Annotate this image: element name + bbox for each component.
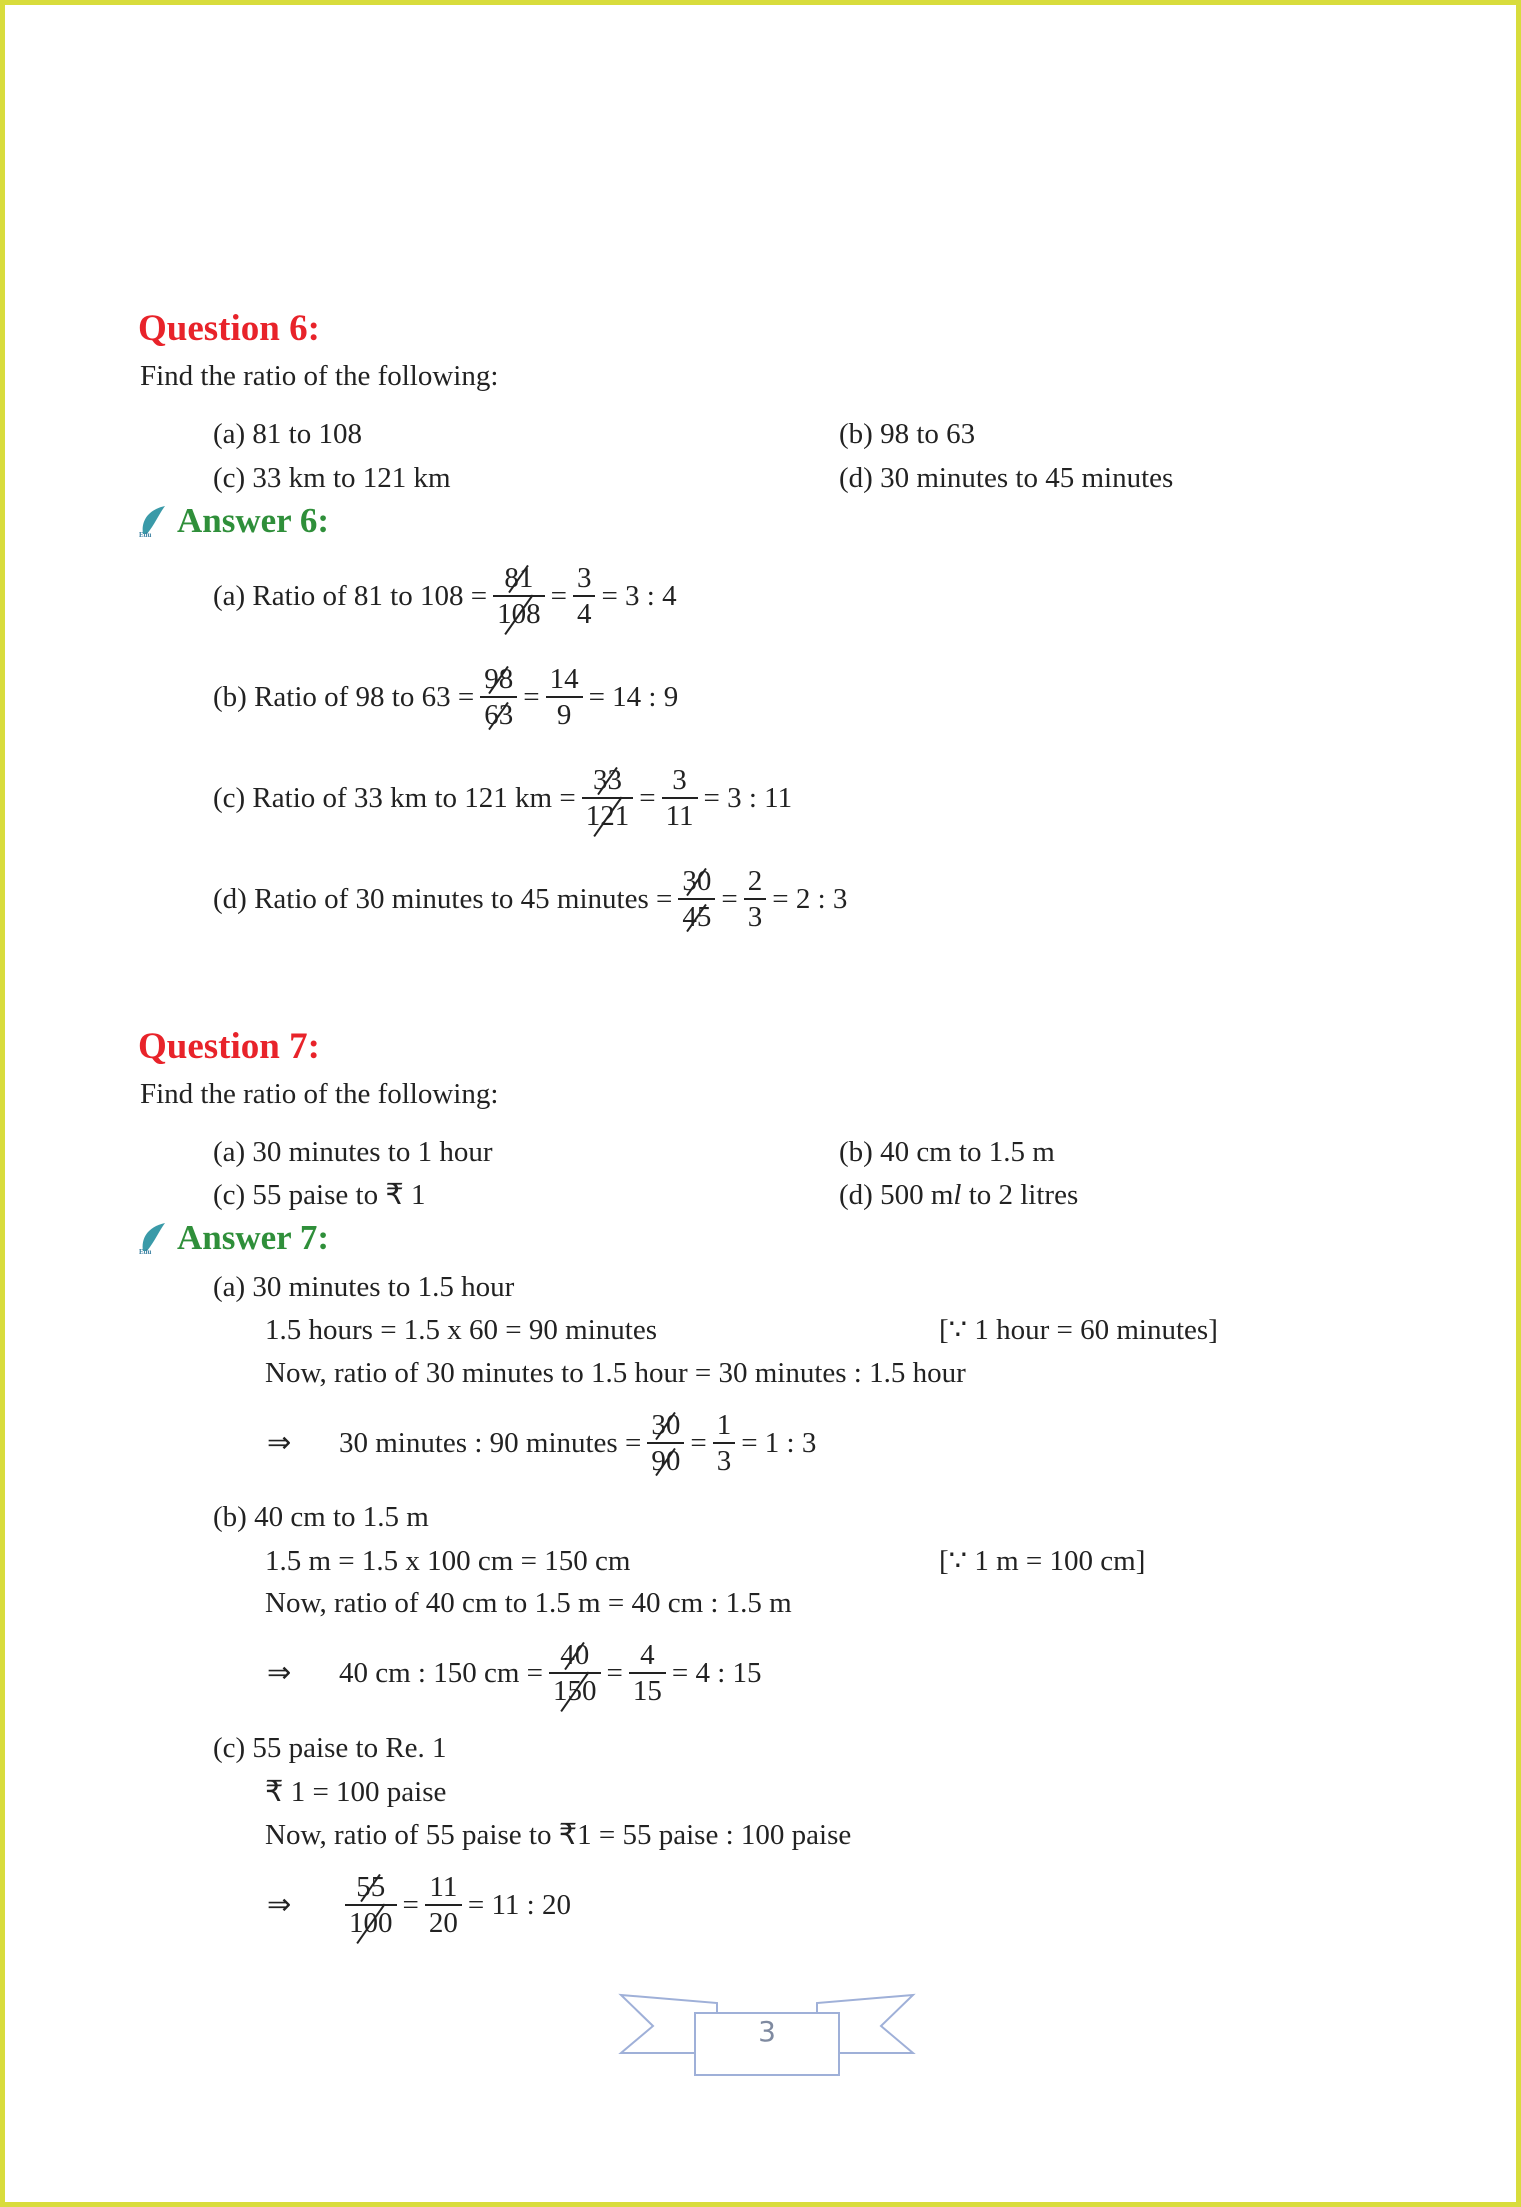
q7-part-b: (b) 40 cm to 1.5 m: [839, 1136, 1055, 1168]
numerator: 98: [480, 662, 517, 696]
fraction: [345, 1870, 397, 1940]
a6-d-result: = 2 : 3: [772, 883, 848, 915]
q7-part-a: (a) 30 minutes to 1 hour: [213, 1136, 493, 1168]
denominator: 20: [428, 1907, 458, 1939]
implies-arrow-icon: ⇒: [267, 1889, 292, 1921]
numerator: 3: [576, 562, 592, 594]
answer-6-label: Answer 6:: [177, 501, 329, 540]
numerator: 1: [716, 1409, 732, 1441]
answer-6-heading: [139, 501, 329, 541]
denominator: 15: [632, 1675, 662, 1707]
a7-a-title: (a) 30 minutes to 1.5 hour: [213, 1271, 515, 1303]
fraction: [493, 561, 545, 631]
fraction: [480, 662, 517, 732]
svg-text:Edu: Edu: [139, 531, 152, 538]
numerator: 55: [352, 1870, 389, 1904]
a6-line-d: (d) Ratio of 30 minutes to 45 minutes = $\frac{30}{45}$ = $\frac{2}{3}$ = 2 : 3: [213, 865, 848, 933]
a7-b-title: (b) 40 cm to 1.5 m: [213, 1501, 429, 1533]
numerator: 81: [500, 561, 537, 595]
numerator: 2: [747, 865, 763, 897]
a6-b-text: (b) Ratio of 98 to 63 =: [213, 681, 475, 713]
a7-c-final: ⇒ $\frac{55}{100}$ = $\frac{11}{20}$ = 11 : 20: [267, 1871, 571, 1939]
a7-a-prefix: 30 minutes : 90 minutes =: [339, 1427, 642, 1459]
svg-text:Edu: Edu: [139, 1248, 152, 1255]
q7-d-text: (d) 500 m: [839, 1179, 954, 1211]
denominator: 108: [493, 597, 545, 631]
a7-a-final: ⇒ 30 minutes : 90 minutes = $\frac{30}{90}$ = $\frac{1}{3}$ = 1 : 3: [267, 1409, 817, 1477]
a6-line-b: (b) Ratio of 98 to 63 = $\frac{98}{63}$ = $\frac{14}{9}$ = 14 : 9: [213, 663, 679, 731]
fraction: [546, 662, 583, 732]
fraction: [713, 1408, 736, 1478]
numerator: 4: [640, 1639, 655, 1671]
denominator: 150: [549, 1674, 601, 1708]
question-7-prompt: Find the ratio of the following:: [140, 1078, 499, 1110]
a6-c-text: (c) Ratio of 33 km to 121 km =: [213, 782, 576, 814]
a6-a-text: (a) Ratio of 81 to 108 =: [213, 580, 488, 612]
a6-a-result: = 3 : 4: [601, 580, 677, 612]
answer-7-heading: [139, 1218, 329, 1258]
a7-c-title: (c) 55 paise to Re. 1: [213, 1732, 447, 1764]
a7-b-prefix: 40 cm : 150 cm =: [339, 1657, 544, 1689]
q6-part-c: (c) 33 km to 121 km: [213, 462, 451, 494]
q6-part-b: (b) 98 to 63: [839, 418, 976, 450]
q7-part-d: [839, 1178, 1078, 1212]
page-number: 3: [758, 2015, 776, 2048]
a7-b-line2: Now, ratio of 40 cm to 1.5 m = 40 cm : 1.5 m: [265, 1587, 792, 1619]
a7-a-line2: Now, ratio of 30 minutes to 1.5 hour = 30 minutes : 1.5 hour: [265, 1357, 966, 1389]
q6-part-a: (a) 81 to 108: [213, 418, 362, 450]
numerator: 30: [678, 864, 715, 898]
a6-c-result: = 3 : 11: [703, 782, 793, 814]
denominator: 90: [647, 1444, 684, 1478]
leaf-logo-icon: [139, 504, 169, 538]
a6-b-result: = 14 : 9: [588, 681, 679, 713]
denominator: 121: [582, 799, 634, 833]
denominator: 45: [678, 900, 715, 934]
question-6-heading: Question 6:: [138, 308, 320, 349]
numerator: 40: [556, 1638, 593, 1672]
numerator: 3: [672, 764, 687, 796]
fraction: [744, 864, 767, 934]
a7-c-result: = 11 : 20: [467, 1889, 571, 1921]
denominator: 4: [576, 598, 592, 630]
denominator: 11: [665, 800, 694, 832]
numerator: 30: [647, 1408, 684, 1442]
fraction: [582, 763, 634, 833]
a7-c-line2: Now, ratio of 55 paise to ₹1 = 55 paise : 100 paise: [265, 1819, 852, 1851]
a6-d-text: (d) Ratio of 30 minutes to 45 minutes =: [213, 883, 673, 915]
implies-arrow-icon: ⇒: [267, 1657, 292, 1689]
denominator: 3: [716, 1445, 732, 1477]
answer-7-label: Answer 7:: [177, 1218, 329, 1257]
fraction: [629, 1638, 666, 1708]
question-7-heading: Question 7:: [138, 1026, 320, 1067]
numerator: 33: [589, 763, 626, 797]
question-6-prompt: Find the ratio of the following:: [140, 360, 499, 392]
a7-b-final: ⇒ 40 cm : 150 cm = $\frac{40}{150}$ = $\frac{4}{15}$ = 4 : 15: [267, 1639, 762, 1707]
denominator: 100: [345, 1906, 397, 1940]
a6-line-c: (c) Ratio of 33 km to 121 km = $\frac{33}{121}$ = $\frac{3}{11}$ = 3 : 11: [213, 764, 793, 832]
a7-a-result: = 1 : 3: [741, 1427, 817, 1459]
fraction: [662, 763, 698, 833]
leaf-logo-icon: [139, 1221, 169, 1255]
fraction: [647, 1408, 684, 1478]
denominator: 3: [747, 901, 763, 933]
a7-c-line1: ₹ 1 = 100 paise: [265, 1776, 447, 1808]
a6-line-a: (a) Ratio of 81 to 108 = $\frac{81}{108}$ = $\frac{3}{4}$ = 3 : 4: [213, 562, 677, 630]
fraction: [678, 864, 715, 934]
a7-b-line1: 1.5 m = 1.5 x 100 cm = 150 cm: [265, 1545, 631, 1577]
a7-a-note: [∵ 1 hour = 60 minutes]: [939, 1314, 1218, 1346]
page-number-ribbon: [617, 1993, 917, 2083]
implies-arrow-icon: ⇒: [267, 1427, 292, 1459]
fraction: [549, 1638, 601, 1708]
numerator: 11: [429, 1871, 458, 1903]
denominator: 9: [556, 699, 572, 731]
a7-b-note: [∵ 1 m = 100 cm]: [939, 1545, 1146, 1577]
q7-d-rest: to 2 litres: [961, 1179, 1079, 1211]
fraction: [573, 561, 596, 631]
numerator: 14: [549, 663, 579, 695]
fraction: [425, 1870, 462, 1940]
q7-part-c: (c) 55 paise to ₹ 1: [213, 1179, 426, 1211]
denominator: 63: [480, 698, 517, 732]
q6-part-d: (d) 30 minutes to 45 minutes: [839, 462, 1174, 494]
q7-d-unit: l: [953, 1179, 962, 1211]
a7-b-result: = 4 : 15: [671, 1657, 762, 1689]
a7-a-line1: 1.5 hours = 1.5 x 60 = 90 minutes: [265, 1314, 657, 1346]
